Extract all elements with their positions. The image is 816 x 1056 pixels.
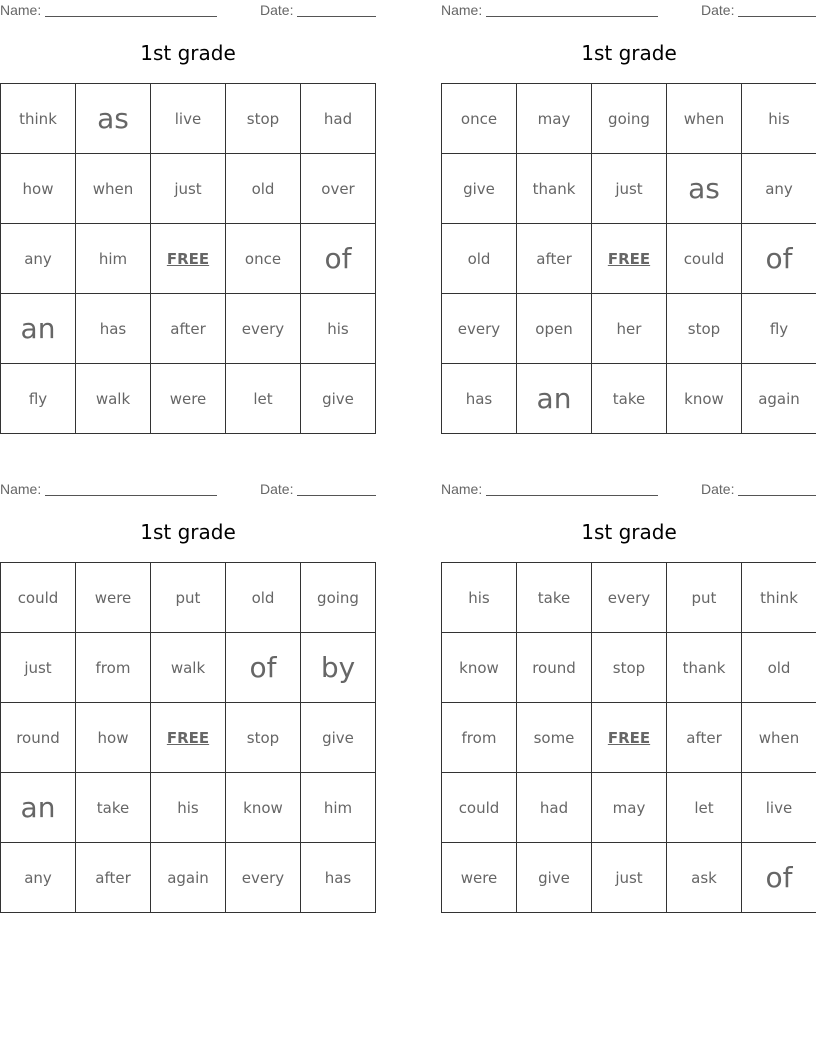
bingo-word-cell[interactable]: may [517, 84, 592, 154]
bingo-word-cell[interactable]: old [742, 633, 816, 703]
bingo-word-cell[interactable]: just [592, 843, 667, 913]
bingo-grid [0, 562, 376, 913]
bingo-word-cell[interactable]: think [742, 563, 816, 633]
bingo-word-cell[interactable]: his [442, 563, 517, 633]
bingo-word-cell[interactable]: let [226, 364, 301, 434]
bingo-row [1, 84, 376, 154]
bingo-word-cell[interactable]: any [1, 843, 76, 913]
bingo-word-cell[interactable]: going [301, 563, 376, 633]
bingo-word-cell[interactable]: every [226, 843, 301, 913]
bingo-word-cell[interactable]: know [667, 364, 742, 434]
bingo-card [441, 479, 816, 894]
bingo-word-cell[interactable]: were [151, 364, 226, 434]
name-label: Name: [441, 2, 483, 18]
bingo-word-cell[interactable]: after [667, 703, 742, 773]
bingo-row [1, 703, 376, 773]
bingo-word-cell[interactable]: every [442, 294, 517, 364]
date-field-line[interactable] [297, 16, 376, 17]
bingo-word-cell[interactable]: every [226, 294, 301, 364]
bingo-row [442, 154, 816, 224]
bingo-word-cell[interactable]: has [301, 843, 376, 913]
card-title: 1st grade [140, 41, 236, 65]
bingo-word-cell[interactable]: old [226, 154, 301, 224]
bingo-word-cell[interactable]: could [442, 773, 517, 843]
bingo-row [1, 154, 376, 224]
bingo-word-cell[interactable]: every [592, 563, 667, 633]
bingo-word-cell[interactable]: when [742, 703, 816, 773]
bingo-word-cell[interactable]: an [1, 294, 76, 364]
card-title: 1st grade [581, 520, 677, 544]
bingo-word-cell[interactable]: as [76, 84, 151, 154]
bingo-word-cell[interactable]: old [226, 563, 301, 633]
bingo-word-cell[interactable]: fly [742, 294, 816, 364]
bingo-word-cell[interactable]: stop [667, 294, 742, 364]
bingo-word-cell[interactable]: has [442, 364, 517, 434]
bingo-word-cell[interactable]: again [742, 364, 816, 434]
bingo-word-cell[interactable]: fly [1, 364, 76, 434]
bingo-word-cell[interactable]: could [1, 563, 76, 633]
bingo-row [1, 294, 376, 364]
bingo-word-cell[interactable]: put [667, 563, 742, 633]
bingo-row [1, 773, 376, 843]
bingo-word-cell[interactable]: once [442, 84, 517, 154]
bingo-word-cell[interactable]: after [151, 294, 226, 364]
bingo-word-cell[interactable]: were [442, 843, 517, 913]
bingo-word-cell[interactable]: stop [226, 84, 301, 154]
bingo-word-cell[interactable]: let [667, 773, 742, 843]
bingo-word-cell[interactable]: him [76, 224, 151, 294]
date-field-line[interactable] [297, 495, 376, 496]
bingo-word-cell[interactable]: when [76, 154, 151, 224]
card-header [441, 479, 816, 501]
bingo-word-cell[interactable]: going [592, 84, 667, 154]
date-label: Date: [260, 481, 294, 497]
bingo-word-cell[interactable]: of [742, 224, 816, 294]
bingo-card [0, 0, 376, 408]
bingo-word-cell[interactable]: live [742, 773, 816, 843]
card-header [0, 479, 376, 501]
bingo-row [442, 224, 816, 294]
bingo-word-cell[interactable]: open [517, 294, 592, 364]
bingo-grid [0, 83, 376, 434]
bingo-word-cell[interactable]: when [667, 84, 742, 154]
bingo-word-cell[interactable]: some [517, 703, 592, 773]
bingo-row [1, 364, 376, 434]
bingo-word-cell[interactable]: thank [517, 154, 592, 224]
bingo-word-cell[interactable]: any [742, 154, 816, 224]
name-label: Name: [0, 481, 42, 497]
bingo-word-cell[interactable]: as [667, 154, 742, 224]
bingo-word-cell[interactable]: any [1, 224, 76, 294]
bingo-word-cell[interactable]: take [592, 364, 667, 434]
bingo-row [442, 843, 816, 913]
bingo-word-cell[interactable]: stop [226, 703, 301, 773]
bingo-word-cell[interactable]: put [151, 563, 226, 633]
bingo-word-cell[interactable]: just [151, 154, 226, 224]
bingo-grid [441, 562, 816, 913]
bingo-word-cell[interactable]: of [301, 224, 376, 294]
bingo-word-cell[interactable]: over [301, 154, 376, 224]
bingo-row [1, 843, 376, 913]
bingo-word-cell[interactable]: round [517, 633, 592, 703]
bingo-word-cell[interactable]: an [1, 773, 76, 843]
bingo-word-cell[interactable]: live [151, 84, 226, 154]
bingo-word-cell[interactable]: were [76, 563, 151, 633]
bingo-word-cell[interactable]: of [742, 843, 816, 913]
card-title: 1st grade [140, 520, 236, 544]
bingo-word-cell[interactable]: walk [151, 633, 226, 703]
date-field-line[interactable] [738, 16, 816, 17]
bingo-row [442, 703, 816, 773]
bingo-word-cell[interactable]: may [592, 773, 667, 843]
bingo-row [1, 633, 376, 703]
bingo-row [442, 773, 816, 843]
name-field-line[interactable] [486, 495, 658, 496]
bingo-word-cell[interactable]: give [301, 703, 376, 773]
bingo-word-cell[interactable]: thank [667, 633, 742, 703]
bingo-row [442, 633, 816, 703]
bingo-word-cell[interactable]: could [667, 224, 742, 294]
bingo-word-cell[interactable]: of [226, 633, 301, 703]
free-space-cell[interactable]: FREE [151, 224, 226, 294]
name-field-line[interactable] [45, 495, 217, 496]
bingo-word-cell[interactable]: old [442, 224, 517, 294]
bingo-row [442, 563, 816, 633]
date-label: Date: [701, 481, 735, 497]
bingo-word-cell[interactable]: him [301, 773, 376, 843]
bingo-word-cell[interactable]: just [1, 633, 76, 703]
bingo-card [0, 479, 376, 887]
bingo-word-cell[interactable]: after [517, 224, 592, 294]
bingo-word-cell[interactable]: give [442, 154, 517, 224]
date-label: Date: [701, 2, 735, 18]
bingo-word-cell[interactable]: think [1, 84, 76, 154]
bingo-word-cell[interactable]: give [517, 843, 592, 913]
name-field-line[interactable] [486, 16, 658, 17]
bingo-word-cell[interactable]: know [226, 773, 301, 843]
bingo-word-cell[interactable]: once [226, 224, 301, 294]
date-label: Date: [260, 2, 294, 18]
bingo-word-cell[interactable]: had [301, 84, 376, 154]
bingo-word-cell[interactable]: take [517, 563, 592, 633]
free-space-cell[interactable]: FREE [592, 224, 667, 294]
card-header [441, 0, 816, 22]
bingo-word-cell[interactable]: walk [76, 364, 151, 434]
bingo-word-cell[interactable]: had [517, 773, 592, 843]
bingo-row [1, 563, 376, 633]
name-label: Name: [0, 2, 42, 18]
bingo-card [441, 0, 816, 415]
bingo-row [442, 364, 816, 434]
bingo-word-cell[interactable]: how [1, 154, 76, 224]
bingo-word-cell[interactable]: has [76, 294, 151, 364]
bingo-word-cell[interactable]: know [442, 633, 517, 703]
bingo-word-cell[interactable]: from [442, 703, 517, 773]
bingo-word-cell[interactable]: his [742, 84, 816, 154]
bingo-word-cell[interactable]: how [76, 703, 151, 773]
date-field-line[interactable] [738, 495, 816, 496]
bingo-row [1, 224, 376, 294]
bingo-word-cell[interactable]: round [1, 703, 76, 773]
bingo-word-cell[interactable]: just [592, 154, 667, 224]
bingo-word-cell[interactable]: his [151, 773, 226, 843]
bingo-row [442, 294, 816, 364]
bingo-word-cell[interactable]: an [517, 364, 592, 434]
bingo-word-cell[interactable]: after [76, 843, 151, 913]
bingo-word-cell[interactable]: his [301, 294, 376, 364]
bingo-grid [441, 83, 816, 434]
free-space-cell[interactable]: FREE [592, 703, 667, 773]
bingo-word-cell[interactable]: take [76, 773, 151, 843]
bingo-word-cell[interactable]: ask [667, 843, 742, 913]
free-space-cell[interactable]: FREE [151, 703, 226, 773]
name-field-line[interactable] [45, 16, 217, 17]
card-header [0, 0, 376, 22]
bingo-word-cell[interactable]: from [76, 633, 151, 703]
bingo-row [442, 84, 816, 154]
bingo-word-cell[interactable]: give [301, 364, 376, 434]
bingo-word-cell[interactable]: again [151, 843, 226, 913]
name-label: Name: [441, 481, 483, 497]
bingo-word-cell[interactable]: by [301, 633, 376, 703]
bingo-word-cell[interactable]: stop [592, 633, 667, 703]
bingo-word-cell[interactable]: her [592, 294, 667, 364]
card-title: 1st grade [581, 41, 677, 65]
